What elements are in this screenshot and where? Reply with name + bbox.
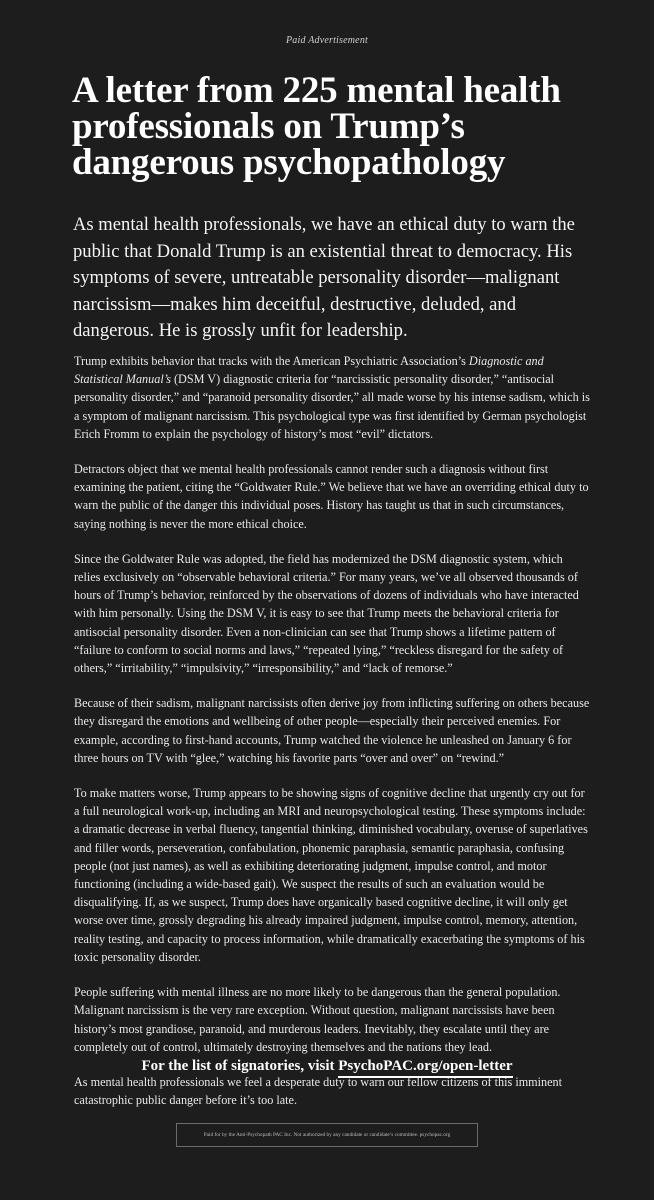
body-paragraph-5: To make matters worse, Trump appears to be showing signs of cognitive decline that urgently cry out for a full neurological work-up, including an MRI and neuropsychological testing. These symptoms include: a dramatic decrease in verbal fluency, tangential thinking, diminished vocabulary, overuse of superlatives and filler words, perseveration, confabulation, phonemic paraphasia, semantic paraphasia, confusing people (not just names), as well as exhibiting deteriorating judgment, impulse control, and motor functioning (including a wide-based gait). We suspect the results of such an evaluation would be disqualifying. If, as we suspect, Trump does have organically based cognitive decline, it will only get worse over time, grossly degrading his already impaired judgment, impulse control, memory, attention, reality testing, and capacity to process information, while dramatically exacerbating the symptoms of his toxic personality disorder. bbox=[74, 786, 588, 964]
body-paragraph-6: People suffering with mental illness are no more likely to be dangerous than the general population. Malignant narcissism is the very rare exception. Without question, malignant narcissists have been history’s most grandiose, paranoid, and murderous leaders. Inevitably, they escalate until they are completely out of control, ultimately destroying themselves and the nations they lead. bbox=[74, 985, 561, 1054]
letter-body bbox=[74, 352, 590, 1126]
body-paragraph-1 bbox=[74, 352, 590, 443]
body-paragraph-3: Since the Goldwater Rule was adopted, the field has modernized the DSM diagnostic system, which relies exclusively on “observable behavioral criteria.” For many years, we’ve all observed thousands of hours of Trump’s behavior, reinforced by the observations of dozens of individuals who have interacted with him personally. Using the DSM V, it is easy to see that Trump meets the behavioral criteria for antisocial personality disorder. Even a non-clinician can see that Trump shows a lifetime pattern of “failure to conform to social norms and laws,” “repeated lying,” “reckless disregard for the safety of others,” “irritability,” “impulsivity,” “irresponsibility,” and “lack of remorse.” bbox=[74, 551, 579, 676]
paragraph-1-start: Trump exhibits behavior that tracks with the American Psychiatric Association’s bbox=[74, 354, 469, 368]
body-paragraph-4: Because of their sadism, malignant narcissists often derive joy from inflicting suffering on others because they disregard the emotions and wellbeing of other people—especially their perceived enemies. For example, according to first-hand accounts, Trump watched the violence he unleashed on January 6 for three hours on TV with “glee,” watching his favorite parts “over and over” on “rewind.” bbox=[74, 696, 590, 765]
signatories-call-to-action bbox=[0, 1058, 654, 1075]
paragraph-1-end: (DSM V) diagnostic criteria for “narcissistic personality disorder,” “antisocial personality disorder,” and “paranoid personality disorder,” all made worse by his intense sadism, which is a symptom of malignant narcissism. This psychological type was first identified by German psychologist Erich Fromm to explain the psychology of history’s most “evil” dictators. bbox=[74, 372, 590, 441]
body-paragraph-7: As mental health professionals we feel a desperate duty to warn our fellow citizens of this imminent catastrophic public danger before it’s too late. bbox=[74, 1074, 563, 1108]
disclaimer-text: Paid for by the Anti-Psychopath PAC Inc. Not authorized by any candidate or candidate’s committee. psychopac.org bbox=[203, 1132, 451, 1138]
body-paragraph-2: Detractors object that we mental health professionals cannot render such a diagnosis without first examining the patient, citing the “Goldwater Rule.” We believe that we have an overriding ethical duty to warn the public of the danger this individual poses. History has taught us that in such circumstances, saying nothing is never the more ethical choice. bbox=[74, 462, 589, 531]
disclaimer-box bbox=[176, 1123, 478, 1147]
dsm-title: Diagnostic and Statistical Manual’s bbox=[74, 354, 544, 387]
headline: A letter from 225 mental health professionals on Trump’s dangerous psychopathology bbox=[72, 70, 561, 183]
cta-text: For the list of signatories, visit bbox=[141, 1058, 339, 1074]
paid-advertisement-label: Paid Advertisement bbox=[285, 35, 368, 46]
lede-paragraph: As mental health professionals, we have an ethical duty to warn the public that Donald Trump is an existential threat to democracy. His symptoms of severe, untreatable personality disorder—malignant narcissism—makes him deceitful, destructive, deluded, and dangerous. He is grossly unfit for leadership. bbox=[73, 214, 575, 341]
signatories-link[interactable]: PsychoPAC.org/open-letter bbox=[338, 1058, 512, 1078]
